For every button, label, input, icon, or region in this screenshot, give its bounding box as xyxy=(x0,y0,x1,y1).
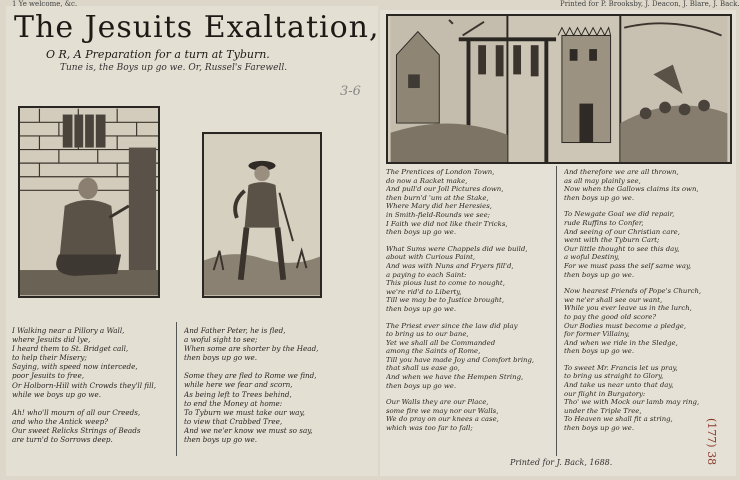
verse-line: And Father Peter, he is fled, xyxy=(184,326,286,335)
verse-line: rude Ruffins to Confer, xyxy=(564,218,644,227)
verse-line: for former Villainy, xyxy=(564,330,630,339)
verse-line: then boys up go we. xyxy=(386,304,457,313)
stanza-column-right-a xyxy=(386,168,534,433)
pencil-mark: 3-6 xyxy=(340,84,361,99)
verse-line: to bring us straight to Glory, xyxy=(564,372,664,381)
stanza-column-right-b xyxy=(564,168,701,433)
verse-line: and who the Antick weep? xyxy=(12,416,109,426)
verse-line: Or Holborn-Hill with Crowds they'll fill, xyxy=(12,380,156,390)
verse-line: some fire we may nor our Walls, xyxy=(386,406,499,415)
verse-gap xyxy=(12,399,156,408)
verse-line: I heard them to St. Bridget call, xyxy=(12,344,129,354)
verse-line: The Prentices of London Town, xyxy=(386,168,495,176)
verse-line: then boys up go we. xyxy=(564,424,635,433)
verse-line: Tho' we with Mock our lamb may ring, xyxy=(564,398,700,407)
verse-line: Our little thought to see this day, xyxy=(564,244,680,253)
verse-line: then boys up go we. xyxy=(386,381,457,390)
verse-line: went with the Tyburn Cart; xyxy=(564,236,660,245)
imprint-line: Printed for J. Back, 1688. xyxy=(510,458,613,467)
verse-line: To Tyburn we must take our way, xyxy=(184,407,305,417)
verse-line: then boys up go we. xyxy=(564,347,635,356)
verse-line: To Heaven we shall fit a string, xyxy=(564,415,673,424)
prisoner-woodcut xyxy=(18,106,160,298)
verse-line: Now when the Gallows claims its own, xyxy=(564,185,699,194)
verse-line: then boys up go we. xyxy=(564,270,635,279)
verse-line: then boys up go we. xyxy=(184,353,258,363)
verse-line: And was with Nuns and Fryers fill'd, xyxy=(386,261,514,270)
verse-line: And pull'd our Joll Pictures down, xyxy=(386,185,504,194)
verse-line: Our sweet Relicks Strings of Beads xyxy=(12,425,141,435)
ballad-subtitle: O R, A Preparation for a turn at Tyburn. xyxy=(46,48,270,61)
top-right-fragment: Printed for P. Brooksby, J. Deacon, J. Blare, J. Back. xyxy=(560,0,740,8)
verse-line: while here we fear and scorn, xyxy=(184,380,293,390)
verse-line: we ne'er shall see our want, xyxy=(564,295,663,304)
verse-line: to pay the good old score? xyxy=(564,312,657,321)
verse-line: And therefore we are all thrown, xyxy=(564,168,679,176)
verse-line: to help their Misery; xyxy=(12,353,87,363)
verse-line: among the Saints of Rome, xyxy=(386,347,481,356)
verse-line: a woful Destiny, xyxy=(564,253,620,262)
verse-line: a paying to each Saint: xyxy=(386,270,467,279)
verse-line: Now hearest Friends of Pope's Church, xyxy=(564,287,702,296)
cavalier-icon xyxy=(204,134,320,296)
verse-gap xyxy=(386,237,534,245)
verse-line: our flight in Burgatory: xyxy=(564,389,646,398)
verse-gap xyxy=(564,356,701,364)
verse-line: And seeing of our Christian care, xyxy=(564,227,680,236)
verse-line: As being left to Trees behind, xyxy=(184,389,292,399)
verse-line: We do pray on our knees a case, xyxy=(386,415,499,424)
verse-line: I Faith we did not like their Tricks, xyxy=(386,219,508,228)
verse-line: then boys up go we. xyxy=(386,228,457,237)
verse-line: then burn'd 'um at the Stake, xyxy=(386,193,489,202)
gallows-woodcut xyxy=(386,14,732,164)
verse-line: then boys up go we. xyxy=(564,193,635,202)
verse-line: where Jesuits did lye, xyxy=(12,335,91,345)
verse-line: Ah! who'll mourn of all our Creeds, xyxy=(12,407,141,417)
stanza-column-left-a xyxy=(12,326,156,444)
verse-line: to bring us to our bane, xyxy=(386,330,469,339)
verse-gap xyxy=(386,390,534,398)
verse-line: And we ne'er know we must so say, xyxy=(184,425,313,435)
verse-line: What Sums were Chappels did we build, xyxy=(386,244,528,253)
verse-line: which was too far to fall; xyxy=(386,424,473,433)
verse-line: To sweet Mr. Francis let us pray, xyxy=(564,363,678,372)
column-rule xyxy=(176,322,177,456)
verse-line: are turn'd to Sorrows deep. xyxy=(12,435,113,445)
verse-line: we're rid'd to Liberty, xyxy=(386,287,462,296)
verse-line: to end the Money at home: xyxy=(184,398,283,408)
verse-line: When some are shorter by the Head, xyxy=(184,344,319,354)
verse-line: And when we have the Hempen String, xyxy=(386,373,524,382)
verse-gap xyxy=(564,279,701,287)
verse-line: And take us near unto that day, xyxy=(564,381,674,390)
verse-line: And when we ride in the Sledge, xyxy=(564,338,678,347)
verse-line: While you ever leave us in the lurch, xyxy=(564,304,692,313)
cavalier-woodcut xyxy=(202,132,322,298)
verse-line: Till you have made Joy and Comfort bring, xyxy=(386,355,535,364)
verse-gap xyxy=(386,314,534,322)
prisoner-icon xyxy=(20,108,158,296)
verse-line: that shall us ease go, xyxy=(386,364,460,373)
verse-line: Where Mary did her Heresies, xyxy=(386,202,492,211)
verse-gap xyxy=(564,202,701,210)
tune-line: Tune is, the Boys up go we. Or, Russel's Farewell. xyxy=(60,63,288,73)
ballad-title: The Jesuits Exaltation, xyxy=(14,10,380,45)
verse-line: as all may plainly see, xyxy=(564,176,641,185)
verse-line: This pious lust to come to nought, xyxy=(386,279,505,288)
top-left-fragment: 1 Ye welcome, &c. xyxy=(12,0,78,8)
verse-line: do now a Racket make, xyxy=(386,176,468,185)
verse-line: while we boys up go we. xyxy=(12,389,101,399)
verse-line: For we must pass the self same way, xyxy=(564,261,692,270)
verse-line: in Smith-field-Rounds we see; xyxy=(386,210,490,219)
verse-line: to view that Crabbed Tree, xyxy=(184,416,283,426)
verse-line: a woful sight to see; xyxy=(184,335,258,345)
shelf-mark: (177) 38 xyxy=(705,418,718,466)
verse-line: about with Curious Paint, xyxy=(386,253,476,262)
verse-line: under the Triple Tree, xyxy=(564,406,642,415)
verse-line: Our Walls they are our Place, xyxy=(386,398,489,407)
stanza-column-left-b xyxy=(184,326,318,444)
gallows-icon xyxy=(388,16,730,162)
verse-gap xyxy=(184,362,318,371)
verse-line: I Walking near a Pillory a Wall, xyxy=(12,326,125,335)
column-rule xyxy=(556,166,557,456)
verse-line: The Priest ever since the law did play xyxy=(386,321,518,330)
verse-line: Yet we shall all be Commanded xyxy=(386,338,496,347)
verse-line: poor Jesuits to free, xyxy=(12,371,84,381)
verse-line: Our Bodies must become a pledge, xyxy=(564,321,687,330)
verse-line: Till we may be to Justice brought, xyxy=(386,296,505,305)
verse-line: Saying, with speed now intercede, xyxy=(12,362,138,372)
verse-line: then boys up go we. xyxy=(184,435,258,445)
verse-line: To Newgate Goal we did repair, xyxy=(564,210,675,219)
verse-line: Some they are fled to Rome we find, xyxy=(184,371,317,381)
